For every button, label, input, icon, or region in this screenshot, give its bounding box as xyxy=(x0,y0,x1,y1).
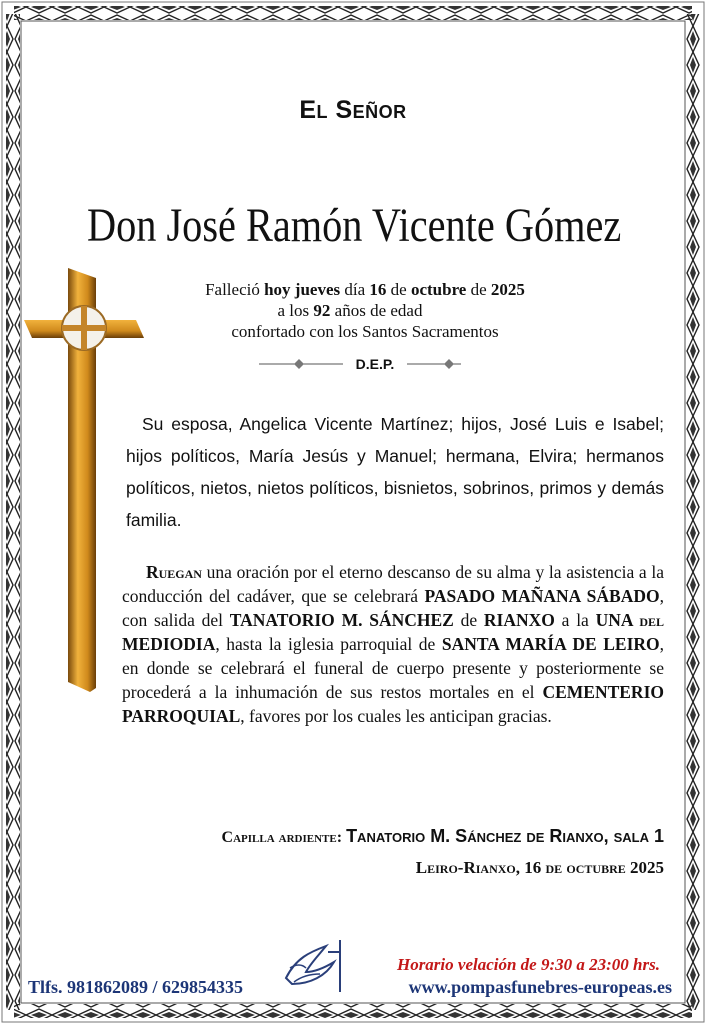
text-segment: de xyxy=(466,280,491,299)
text-segment: Ruegan xyxy=(146,562,202,582)
chapel-value: Tanatorio M. Sánchez de Rianxo, sala 1 xyxy=(346,826,664,846)
ceremony-paragraph xyxy=(122,560,664,728)
phone-numbers: Tlfs. 981862089 / 629854335 xyxy=(28,977,244,997)
text-segment: TANATORIO M. SÁNCHEZ xyxy=(229,610,454,630)
death-date-line xyxy=(160,279,570,300)
text-segment: , con salida del xyxy=(122,586,664,630)
deceased-name: Don José Ramón Vicente Gómez xyxy=(86,199,622,252)
text-segment: de xyxy=(386,280,411,299)
website-link[interactable]: www.pompasfunebres-europeas.es xyxy=(408,977,672,997)
vigil-hours: Horario velación de 9:30 a 23:00 hrs. xyxy=(396,955,660,974)
text-segment: día xyxy=(340,280,370,299)
text-segment: de xyxy=(453,610,484,630)
text-segment: a la xyxy=(554,610,596,630)
heading-title: El Señor xyxy=(299,96,407,124)
text-segment: 92 xyxy=(313,301,331,320)
text-segment: a los xyxy=(277,301,314,320)
chapel-label: Capilla ardiente: xyxy=(221,829,347,846)
text-segment: , hasta la iglesia parroquial de xyxy=(215,634,442,654)
age-line xyxy=(160,300,540,321)
sacraments-line: confortado con los Santos Sacramentos xyxy=(231,322,499,341)
text-segment: , en donde se celebrará el funeral de cuerpo presente y posteriormente se procederá a la inhumación de sus restos mortales en el xyxy=(122,634,664,702)
text-segment: SANTA MARÍA DE LEIRO xyxy=(441,634,660,654)
text-segment: , favores por los cuales les anticipan gracias. xyxy=(240,706,552,726)
text-segment: octubre xyxy=(410,280,467,299)
text-segment: Falleció xyxy=(205,280,265,299)
place-date: Leiro-Rianxo, 16 de octubre 2025 xyxy=(415,858,664,877)
text-segment: 16 xyxy=(369,280,387,299)
family-paragraph: Su esposa, Angelica Vicente Martínez; hijos, José Luis e Isabel; hijos políticos, María Jesús y Manuel; hermana, Elvira; hermanos políticos, nietos, nietos políticos, bisnietos, sobrinos, primos y demás familia. xyxy=(126,414,664,530)
text-segment: años de edad xyxy=(330,301,423,320)
text-segment: MEDIODIA xyxy=(122,634,216,654)
text-segment: RIANXO xyxy=(483,610,555,630)
text-segment: una oración por el eterno descanso de su alma y la asistencia a la conducción del cadáver, que se celebrará xyxy=(122,562,664,606)
text-segment: hoy jueves xyxy=(264,280,341,299)
text-segment: 2025 xyxy=(490,280,525,299)
dep-label: D.E.P. xyxy=(355,356,395,372)
chapel-line xyxy=(100,826,664,848)
dove-logo-icon xyxy=(280,938,352,994)
text-segment: CEMENTERIO PARROQUIAL xyxy=(122,682,664,726)
text-segment: UNA xyxy=(595,610,640,630)
text-segment: del xyxy=(639,610,664,630)
text-segment: PASADO MAÑANA SÁBADO xyxy=(424,586,660,606)
